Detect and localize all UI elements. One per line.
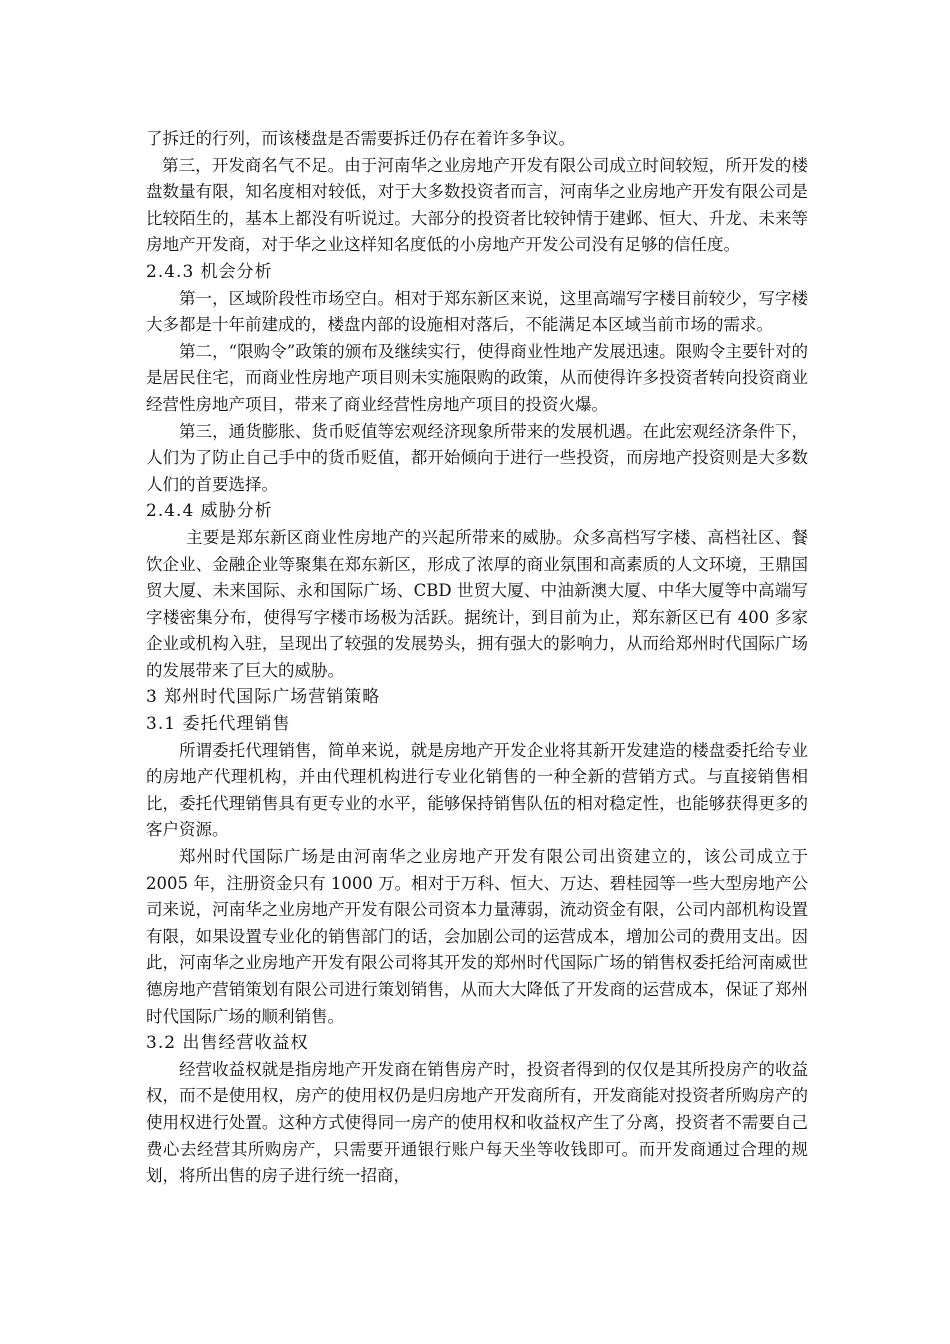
chapter-heading: 3 郑州时代国际广场营销策略	[146, 687, 381, 708]
section-heading: 3.2 出售经营收益权	[146, 1033, 309, 1054]
paragraph: 第三，通货膨胀、货币贬值等宏观经济现象所带来的发展机遇。在此宏观经济条件下，人们为了防止自己手中的货币贬值，都开始倾向于进行一些投资，而房地产投资则是大多数人们的首要选择。	[146, 421, 808, 494]
section-heading: 2.4.3 机会分析	[146, 261, 273, 282]
paragraph: 了拆迁的行列，而该楼盘是否需要拆迁仍存在着许多争议。	[146, 129, 575, 148]
paragraph: 所谓委托代理销售，简单来说，就是房地产开发企业将其新开发建造的楼盘委托给专业的房地产代理机构，并由代理机构进行专业化销售的一种全新的营销方式。与直接销售相比，委托代理销售具有更专业的水平，能够保持销售队伍的相对稳定性，也能够获得更多的客户资源。	[146, 740, 808, 840]
paragraph: 第二，“限购令”政策的颁布及继续实行，使得商业性地产发展迅速。限购令主要针对的是居民住宅，而商业性房地产项目则未实施限购的政策，从而使得许多投资者转向投资商业经营性房地产项目，带来了商业经营性房地产项目的投资火爆。	[146, 341, 808, 414]
section-heading: 2.4.4 威胁分析	[146, 501, 273, 522]
paragraph: 第三，开发商名气不足。由于河南华之业房地产开发有限公司成立时间较短，所开发的楼盘数量有限，知名度相对较低，对于大多数投资者而言，河南华之业房地产开发有限公司是比较陌生的，基本上都没有听说过。大部分的投资者比较钟情于建邺、恒大、升龙、未来等房地产开发商，对于华之业这样知名度低的小房地产开发公司没有足够的信任度。	[146, 155, 808, 255]
paragraph: 经营收益权就是指房地产开发商在销售房产时，投资者得到的仅仅是其所投房产的收益权，而不是使用权，房产的使用权仍是归房地产开发商所有，开发商能对投资者所购房产的使用权进行处置。这种方式使得同一房产的使用权和收益权产生了分离，投资者不需要自己费心去经营其所购房产，只需要开通银行账户每天坐等收钱即可。而开发商通过合理的规划，将所出售的房子进行统一招商，	[146, 1059, 808, 1186]
document-page	[146, 126, 808, 1190]
section-heading: 3.1 委托代理销售	[146, 714, 291, 735]
paragraph: 主要是郑东新区商业性房地产的兴起所带来的威胁。众多高档写字楼、高档社区、餐饮企业、金融企业等聚集在郑东新区，形成了浓厚的商业氛围和高素质的人文环境，王鼎国贸大厦、未来国际、永和国际广场、CBD 世贸大厦、中油新澳大厦、中华大厦等中高端写字楼密集分布，使得写字楼市场极为活跃。据统计，到目前为止，郑东新区已有 400 多家企业或机构入驻，呈现出了较强的发展势头，拥有强大的影响力，从而给郑州时代国际广场的发展带来了巨大的威胁。	[146, 527, 808, 680]
paragraph: 第一，区域阶段性市场空白。相对于郑东新区来说，这里高端写字楼目前较少，写字楼大多都是十年前建成的，楼盘内部的设施相对落后，不能满足本区域当前市场的需求。	[146, 288, 808, 335]
paragraph: 郑州时代国际广场是由河南华之业房地产开发有限公司出资建立的，该公司成立于 2005 年，注册资金只有 1000 万。相对于万科、恒大、万达、碧桂园等一些大型房地产公司来说，河南华之业房地产开发有限公司资本力量薄弱，流动资金有限，公司内部机构设置有限，如果设置专业化的销售部门的话，会加剧公司的运营成本，增加公司的费用支出。因此，河南华之业房地产开发有限公司将其开发的郑州时代国际广场的销售权委托给河南威世德房地产营销策划有限公司进行策划销售，从而大大降低了开发商的运营成本，保证了郑州时代国际广场的顺利销售。	[146, 847, 808, 1026]
